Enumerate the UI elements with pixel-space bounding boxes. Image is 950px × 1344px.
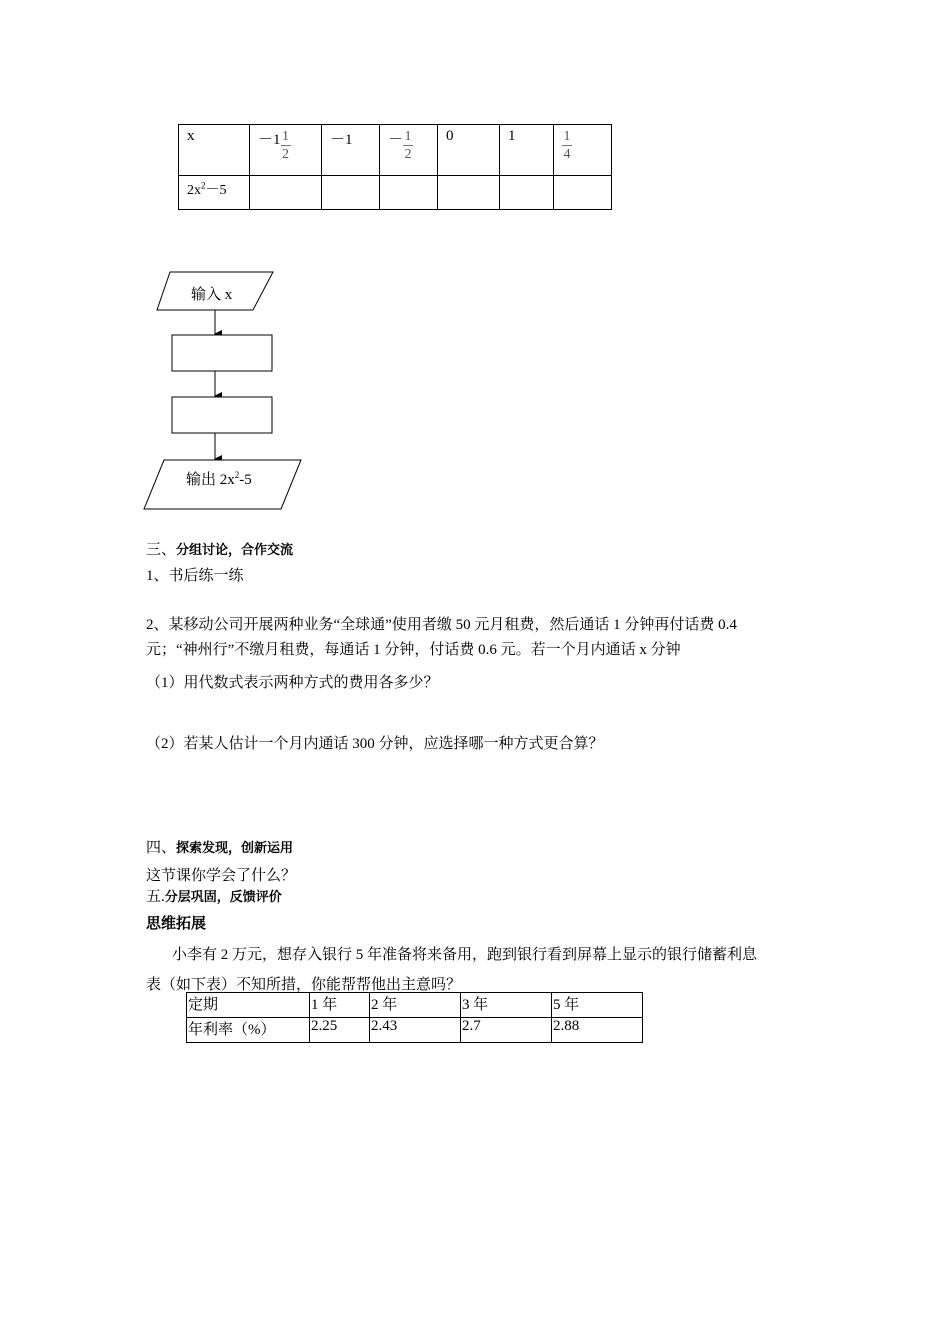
section-5-paragraph-line-2: 表（如下表）不知所措，你能帮帮他出主意吗？ (146, 977, 462, 993)
table-cell (438, 125, 500, 176)
section-3-question-2: （2）若某人估计一个月内通话 300 分钟，应选择哪一种方式更合算？ (146, 736, 604, 752)
table-header-cell: 定期 (187, 993, 310, 1018)
section-3-question-1: （1）用代数式表示两种方式的费用各多少？ (146, 675, 439, 691)
section-3-heading: 三、分组讨论，合作交流 (146, 542, 294, 558)
section-3-item-1: 1、书后练一练 (146, 568, 244, 584)
table-cell-empty (438, 176, 500, 210)
whole-number: 1 (345, 132, 353, 148)
section-4-text: 这节课你学会了什么？ (146, 868, 297, 884)
table-header-cell: 1 年 (310, 993, 370, 1018)
sign: － (258, 132, 274, 148)
table-row (179, 125, 612, 176)
table-row (179, 176, 612, 210)
table-cell-x-header: x (179, 125, 250, 176)
interest-rate-table (186, 992, 643, 1043)
table-cell (250, 125, 322, 176)
sign: － (388, 132, 404, 148)
whole-number: 1 (273, 132, 281, 148)
section-3-item-2-line-2: 元；“神州行”不缴月租费，每通话 1 分钟，付话费 0.6 元。若一个月内通话 x 分钟 (146, 642, 681, 658)
table-header-cell: 2 年 (370, 993, 461, 1018)
process-box-2 (172, 397, 272, 433)
table-cell: 2.88 (552, 1018, 643, 1043)
whole-number: 1 (508, 128, 516, 144)
table-header-row (187, 993, 643, 1018)
table-cell: 2.7 (461, 1018, 552, 1043)
table-cell-empty (322, 176, 380, 210)
table-cell-empty (380, 176, 438, 210)
table-cell: 年利率（%） (187, 1018, 310, 1043)
table-cell (500, 125, 554, 176)
fraction: $\frac{1}{4}$ (563, 129, 571, 162)
section-5-paragraph-line-1: 小李有 2 万元，想存入银行 5 年准备将来备用，跑到银行看到屏幕上显示的银行储蓄利息 (172, 947, 758, 963)
section-5-subtitle: 思维拓展 (146, 916, 207, 932)
whole-number: 0 (446, 128, 454, 144)
flowchart-input-label: 输入 x (191, 287, 233, 303)
table-cell (322, 125, 380, 176)
flowchart-output-label: 输出 $2x^2-5$ (186, 470, 252, 488)
process-box-1 (172, 335, 272, 371)
table-row (187, 1018, 643, 1043)
section-4-heading: 四、探索发现，创新运用 (146, 840, 294, 856)
table-header-cell: 5 年 (552, 993, 643, 1018)
table-cell-empty (500, 176, 554, 210)
fraction: $\frac{1}{2}$ (404, 129, 412, 162)
table-cell (554, 125, 612, 176)
section-5-heading: 五.分层巩固，反馈评价 (146, 889, 282, 905)
table-cell-empty (250, 176, 322, 210)
fraction: $\frac{1}{2}$ (282, 129, 290, 162)
table-cell (380, 125, 438, 176)
table-cell: 2.43 (370, 1018, 461, 1043)
table-header-cell: 3 年 (461, 993, 552, 1018)
value-table (178, 124, 612, 210)
table-cell-empty (554, 176, 612, 210)
sign: － (330, 132, 346, 148)
section-3-item-2-line-1: 2、某移动公司开展两种业务“全球通”使用者缴 50 元月租费，然后通话 1 分钟再付话费 0.4 (146, 617, 737, 633)
table-cell-expression-header: $2x^2-5$ (179, 176, 250, 210)
table-cell: 2.25 (310, 1018, 370, 1043)
